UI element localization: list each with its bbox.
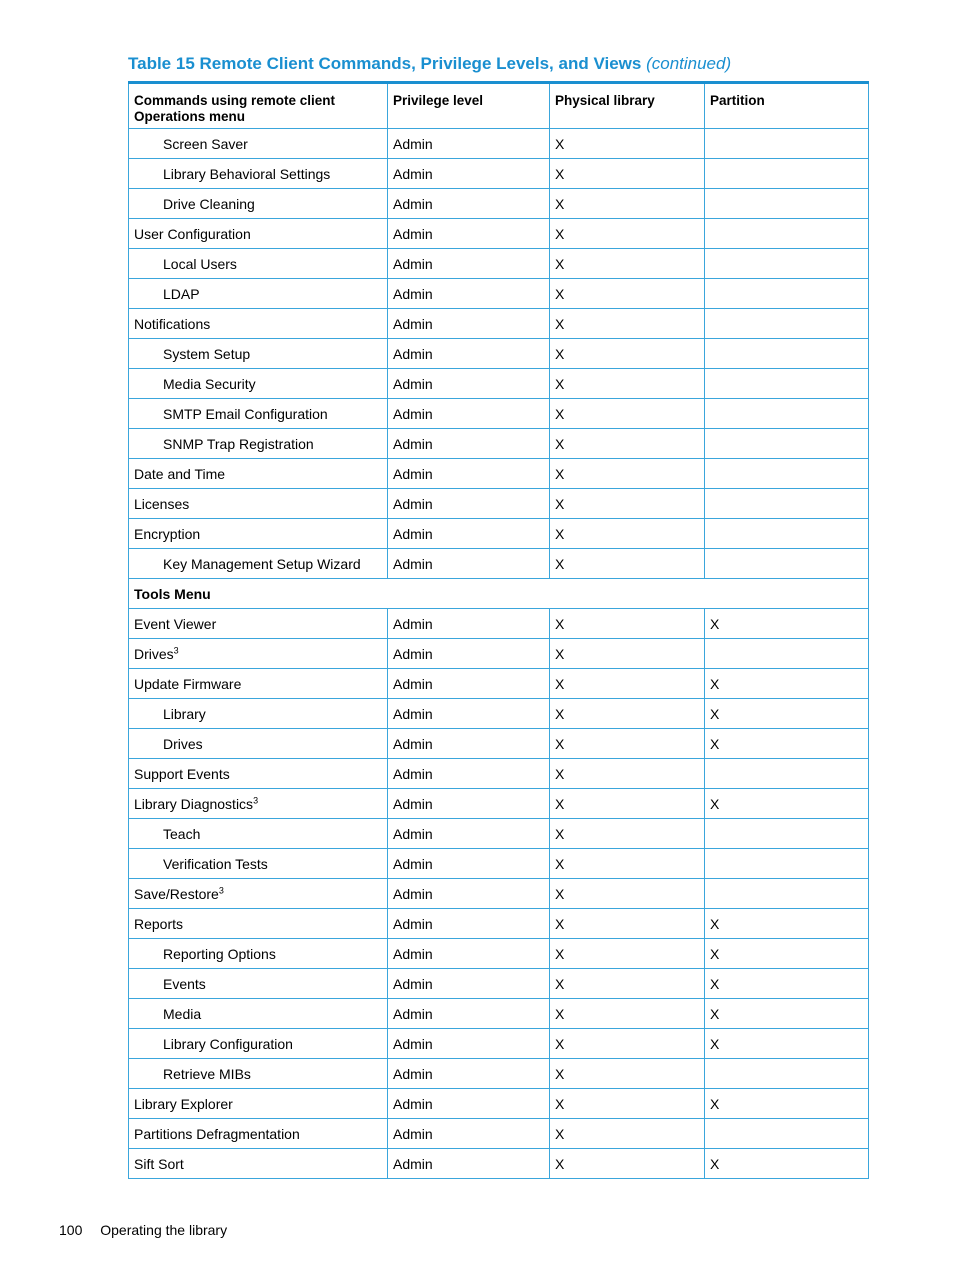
partition-cell bbox=[705, 759, 869, 789]
command-label: User Configuration bbox=[134, 225, 251, 242]
command-cell bbox=[129, 219, 388, 249]
command-cell bbox=[129, 249, 388, 279]
privilege-cell: Admin bbox=[388, 429, 550, 459]
physical-library-cell: X bbox=[550, 189, 705, 219]
command-label: Retrieve MIBs bbox=[163, 1065, 251, 1082]
command-cell bbox=[129, 879, 388, 909]
command-label: Library Behavioral Settings bbox=[163, 165, 331, 182]
partition-cell bbox=[705, 459, 869, 489]
section-heading: Tools Menu bbox=[129, 579, 869, 609]
commands-table bbox=[128, 81, 869, 1179]
table-caption-label: Table 15 Remote Client Commands, Privilege Levels, and Views bbox=[128, 54, 642, 73]
physical-library-cell: X bbox=[550, 879, 705, 909]
command-cell bbox=[129, 819, 388, 849]
table-body bbox=[129, 129, 869, 1179]
command-label: Event Viewer bbox=[134, 615, 217, 632]
physical-library-cell: X bbox=[550, 519, 705, 549]
partition-cell: X bbox=[705, 909, 869, 939]
privilege-cell: Admin bbox=[388, 699, 550, 729]
partition-cell: X bbox=[705, 1089, 869, 1119]
command-label: Partitions Defragmentation bbox=[134, 1125, 300, 1142]
footnote-ref: 3 bbox=[173, 644, 179, 655]
physical-library-cell: X bbox=[550, 1059, 705, 1089]
command-cell bbox=[129, 849, 388, 879]
partition-cell: X bbox=[705, 699, 869, 729]
command-cell bbox=[129, 759, 388, 789]
command-cell bbox=[129, 939, 388, 969]
header-privilege-level: Privilege level bbox=[388, 83, 550, 129]
command-label: Licenses bbox=[134, 495, 190, 512]
privilege-cell: Admin bbox=[388, 519, 550, 549]
command-label: Reports bbox=[134, 915, 184, 932]
physical-library-cell: X bbox=[550, 159, 705, 189]
command-label: Library Diagnostics bbox=[134, 795, 254, 812]
command-label: Update Firmware bbox=[134, 675, 242, 692]
partition-cell: X bbox=[705, 1029, 869, 1059]
table-row bbox=[129, 1119, 869, 1149]
privilege-cell: Admin bbox=[388, 939, 550, 969]
privilege-cell: Admin bbox=[388, 879, 550, 909]
table-row bbox=[129, 1059, 869, 1089]
partition-cell bbox=[705, 339, 869, 369]
physical-library-cell: X bbox=[550, 429, 705, 459]
partition-cell: X bbox=[705, 999, 869, 1029]
table-row bbox=[129, 849, 869, 879]
table-row bbox=[129, 309, 869, 339]
table-row bbox=[129, 459, 869, 489]
table-row bbox=[129, 519, 869, 549]
partition-cell: X bbox=[705, 669, 869, 699]
command-label: LDAP bbox=[163, 285, 200, 302]
command-label: Support Events bbox=[134, 765, 230, 782]
command-label: Notifications bbox=[134, 315, 211, 332]
table-row bbox=[129, 429, 869, 459]
partition-cell: X bbox=[705, 939, 869, 969]
privilege-cell: Admin bbox=[388, 1149, 550, 1179]
partition-cell bbox=[705, 429, 869, 459]
privilege-cell: Admin bbox=[388, 1029, 550, 1059]
physical-library-cell: X bbox=[550, 909, 705, 939]
table-row bbox=[129, 939, 869, 969]
privilege-cell: Admin bbox=[388, 999, 550, 1029]
command-cell bbox=[129, 429, 388, 459]
footer-section-title: Operating the library bbox=[100, 1222, 228, 1238]
privilege-cell: Admin bbox=[388, 969, 550, 999]
command-label: Media bbox=[163, 1005, 202, 1022]
table-row bbox=[129, 759, 869, 789]
command-cell bbox=[129, 639, 388, 669]
command-label: SNMP Trap Registration bbox=[163, 435, 314, 452]
command-label: Encryption bbox=[134, 525, 201, 542]
command-cell bbox=[129, 309, 388, 339]
command-cell bbox=[129, 1029, 388, 1059]
physical-library-cell: X bbox=[550, 249, 705, 279]
partition-cell: X bbox=[705, 789, 869, 819]
physical-library-cell: X bbox=[550, 219, 705, 249]
command-label: System Setup bbox=[163, 345, 251, 362]
partition-cell bbox=[705, 879, 869, 909]
privilege-cell: Admin bbox=[388, 489, 550, 519]
privilege-cell: Admin bbox=[388, 279, 550, 309]
partition-cell bbox=[705, 549, 869, 579]
command-label: SMTP Email Configuration bbox=[163, 405, 328, 422]
partition-cell: X bbox=[705, 609, 869, 639]
command-cell bbox=[129, 1059, 388, 1089]
command-label: Drive Cleaning bbox=[163, 195, 255, 212]
physical-library-cell: X bbox=[550, 369, 705, 399]
physical-library-cell: X bbox=[550, 1149, 705, 1179]
command-label: Local Users bbox=[163, 255, 237, 272]
partition-cell bbox=[705, 369, 869, 399]
table-row bbox=[129, 159, 869, 189]
physical-library-cell: X bbox=[550, 819, 705, 849]
command-cell bbox=[129, 1119, 388, 1149]
privilege-cell: Admin bbox=[388, 249, 550, 279]
physical-library-cell: X bbox=[550, 639, 705, 669]
header-physical-library: Physical library bbox=[550, 83, 705, 129]
physical-library-cell: X bbox=[550, 339, 705, 369]
privilege-cell: Admin bbox=[388, 849, 550, 879]
command-cell bbox=[129, 999, 388, 1029]
command-label: Teach bbox=[163, 825, 201, 842]
physical-library-cell: X bbox=[550, 489, 705, 519]
header-commands: Commands using remote client Operations menu bbox=[129, 83, 388, 129]
footnote-ref: 3 bbox=[253, 794, 259, 805]
physical-library-cell: X bbox=[550, 729, 705, 759]
partition-cell bbox=[705, 279, 869, 309]
physical-library-cell: X bbox=[550, 939, 705, 969]
privilege-cell: Admin bbox=[388, 159, 550, 189]
table-row bbox=[129, 639, 869, 669]
physical-library-cell: X bbox=[550, 1119, 705, 1149]
physical-library-cell: X bbox=[550, 549, 705, 579]
table-row bbox=[129, 909, 869, 939]
privilege-cell: Admin bbox=[388, 909, 550, 939]
partition-cell bbox=[705, 189, 869, 219]
command-label: Date and Time bbox=[134, 465, 226, 482]
header-partition: Partition bbox=[705, 83, 869, 129]
partition-cell: X bbox=[705, 969, 869, 999]
table-row bbox=[129, 399, 869, 429]
footnote-ref: 3 bbox=[218, 884, 224, 895]
physical-library-cell: X bbox=[550, 279, 705, 309]
command-label: Drives bbox=[163, 735, 203, 752]
command-cell bbox=[129, 729, 388, 759]
command-cell bbox=[129, 369, 388, 399]
command-cell bbox=[129, 519, 388, 549]
partition-cell bbox=[705, 309, 869, 339]
privilege-cell: Admin bbox=[388, 669, 550, 699]
privilege-cell: Admin bbox=[388, 729, 550, 759]
command-cell bbox=[129, 1089, 388, 1119]
privilege-cell: Admin bbox=[388, 549, 550, 579]
command-cell bbox=[129, 459, 388, 489]
command-label: Reporting Options bbox=[163, 945, 276, 962]
command-cell bbox=[129, 1149, 388, 1179]
table-row bbox=[129, 789, 869, 819]
command-cell bbox=[129, 129, 388, 159]
privilege-cell: Admin bbox=[388, 399, 550, 429]
table-header-row bbox=[129, 83, 869, 129]
physical-library-cell: X bbox=[550, 309, 705, 339]
table-row bbox=[129, 249, 869, 279]
command-cell bbox=[129, 699, 388, 729]
physical-library-cell: X bbox=[550, 789, 705, 819]
command-cell bbox=[129, 279, 388, 309]
partition-cell bbox=[705, 1119, 869, 1149]
partition-cell bbox=[705, 489, 869, 519]
privilege-cell: Admin bbox=[388, 1119, 550, 1149]
table-row bbox=[129, 219, 869, 249]
command-cell bbox=[129, 789, 388, 819]
command-cell bbox=[129, 189, 388, 219]
command-label: Library Configuration bbox=[163, 1035, 293, 1052]
physical-library-cell: X bbox=[550, 1089, 705, 1119]
table-row bbox=[129, 549, 869, 579]
physical-library-cell: X bbox=[550, 609, 705, 639]
privilege-cell: Admin bbox=[388, 759, 550, 789]
physical-library-cell: X bbox=[550, 699, 705, 729]
privilege-cell: Admin bbox=[388, 309, 550, 339]
command-label: Drives bbox=[134, 645, 174, 662]
command-cell bbox=[129, 609, 388, 639]
physical-library-cell: X bbox=[550, 669, 705, 699]
partition-cell: X bbox=[705, 1149, 869, 1179]
privilege-cell: Admin bbox=[388, 789, 550, 819]
partition-cell bbox=[705, 159, 869, 189]
table-row bbox=[129, 579, 869, 609]
table-row bbox=[129, 339, 869, 369]
partition-cell bbox=[705, 399, 869, 429]
physical-library-cell: X bbox=[550, 129, 705, 159]
partition-cell: X bbox=[705, 729, 869, 759]
command-cell bbox=[129, 489, 388, 519]
privilege-cell: Admin bbox=[388, 459, 550, 489]
privilege-cell: Admin bbox=[388, 639, 550, 669]
table-caption-continued: (continued) bbox=[646, 54, 732, 73]
privilege-cell: Admin bbox=[388, 1089, 550, 1119]
table-row bbox=[129, 609, 869, 639]
physical-library-cell: X bbox=[550, 999, 705, 1029]
partition-cell bbox=[705, 219, 869, 249]
privilege-cell: Admin bbox=[388, 339, 550, 369]
command-label: Sift Sort bbox=[134, 1155, 184, 1172]
table-row bbox=[129, 999, 869, 1029]
command-label: Library Explorer bbox=[134, 1095, 233, 1112]
privilege-cell: Admin bbox=[388, 1059, 550, 1089]
partition-cell bbox=[705, 249, 869, 279]
command-cell bbox=[129, 969, 388, 999]
command-cell bbox=[129, 909, 388, 939]
partition-cell bbox=[705, 519, 869, 549]
table-row bbox=[129, 699, 869, 729]
table-row bbox=[129, 369, 869, 399]
command-label: Screen Saver bbox=[163, 135, 248, 152]
command-cell bbox=[129, 159, 388, 189]
table-row bbox=[129, 189, 869, 219]
partition-cell bbox=[705, 819, 869, 849]
table-row bbox=[129, 1149, 869, 1179]
command-cell bbox=[129, 339, 388, 369]
command-label: Save/Restore bbox=[134, 885, 219, 902]
privilege-cell: Admin bbox=[388, 369, 550, 399]
command-cell bbox=[129, 399, 388, 429]
command-cell bbox=[129, 669, 388, 699]
partition-cell bbox=[705, 639, 869, 669]
command-cell bbox=[129, 549, 388, 579]
command-label: Key Management Setup Wizard bbox=[163, 555, 361, 572]
physical-library-cell: X bbox=[550, 459, 705, 489]
table-row bbox=[129, 819, 869, 849]
physical-library-cell: X bbox=[550, 399, 705, 429]
table-row bbox=[129, 969, 869, 999]
command-label: Events bbox=[163, 975, 206, 992]
page-number: 100 bbox=[59, 1222, 83, 1238]
partition-cell bbox=[705, 849, 869, 879]
physical-library-cell: X bbox=[550, 969, 705, 999]
page-footer bbox=[59, 1222, 227, 1238]
privilege-cell: Admin bbox=[388, 189, 550, 219]
physical-library-cell: X bbox=[550, 759, 705, 789]
privilege-cell: Admin bbox=[388, 819, 550, 849]
table-row bbox=[129, 489, 869, 519]
physical-library-cell: X bbox=[550, 849, 705, 879]
table-row bbox=[129, 129, 869, 159]
table-row bbox=[129, 879, 869, 909]
table-row bbox=[129, 1029, 869, 1059]
partition-cell bbox=[705, 129, 869, 159]
partition-cell bbox=[705, 1059, 869, 1089]
privilege-cell: Admin bbox=[388, 219, 550, 249]
command-label: Verification Tests bbox=[163, 855, 268, 872]
table-row bbox=[129, 279, 869, 309]
table-row bbox=[129, 669, 869, 699]
table-row bbox=[129, 1089, 869, 1119]
privilege-cell: Admin bbox=[388, 609, 550, 639]
table-caption bbox=[128, 54, 731, 74]
command-label: Library bbox=[163, 705, 206, 722]
table-row bbox=[129, 729, 869, 759]
physical-library-cell: X bbox=[550, 1029, 705, 1059]
privilege-cell: Admin bbox=[388, 129, 550, 159]
command-label: Media Security bbox=[163, 375, 256, 392]
